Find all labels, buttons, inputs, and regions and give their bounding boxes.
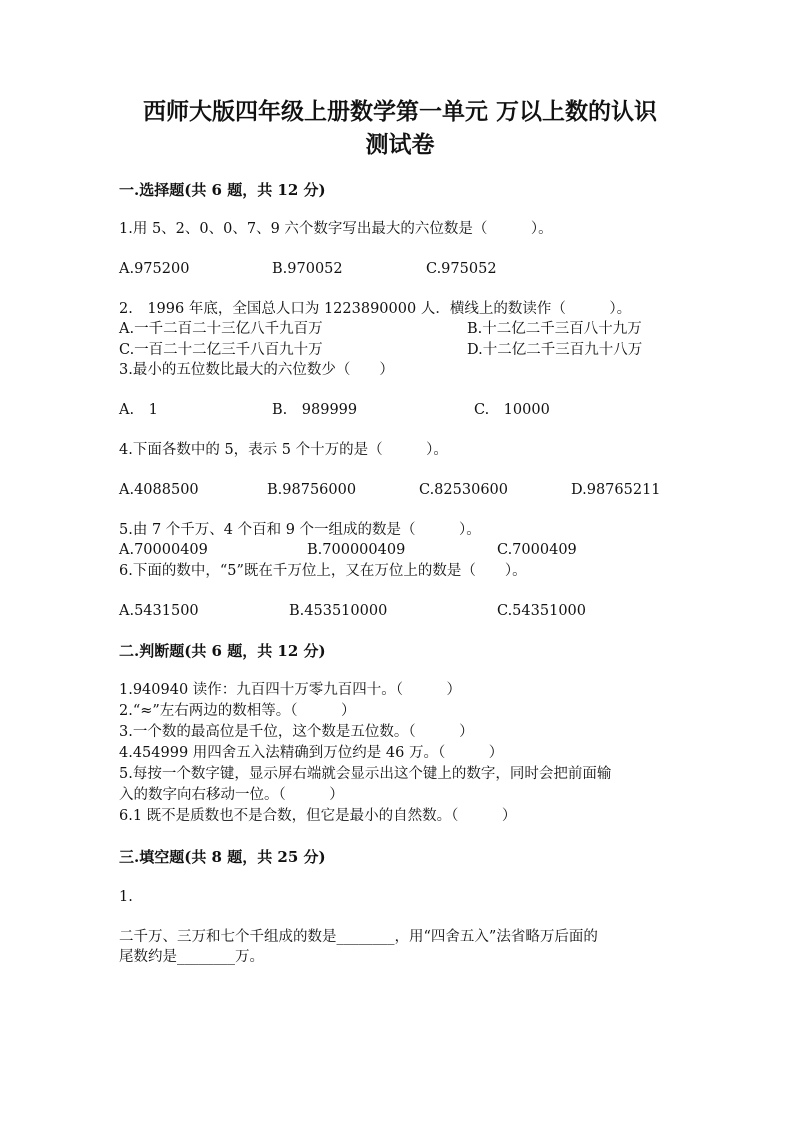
question-1-option-b: B.970052 <box>272 261 343 277</box>
question-2-option-b: B.十二亿二千三百八十九万 <box>467 321 642 337</box>
judge-item-1: 1.940940 读作：九百四十万零九百四十。（ ） <box>119 682 462 698</box>
section-heading-fill: 三.填空题(共 8 题，共 25 分) <box>119 848 326 866</box>
judge-item-5: 5.每按一个数字键，显示屏右端就会显示出这个键上的数字，同时会把前面输 <box>119 766 612 782</box>
question-2-stem: 2. 1996 年底，全国总人口为 1223890000 人．横线上的数读作（ ）。 <box>119 301 632 317</box>
judge-item-3: 3.一个数的最高位是千位，这个数是五位数。（ ） <box>119 724 474 740</box>
question-5-stem: 5.由 7 个千万、4 个百和 9 个一组成的数是（ ）。 <box>119 522 481 538</box>
fill-item-1-number: 1. <box>119 889 133 905</box>
judge-item-6: 6.1 既不是质数也不是合数，但它是最小的自然数。（ ） <box>119 808 517 824</box>
question-3-option-a: A. 1 <box>119 402 158 418</box>
question-6-option-b: B.453510000 <box>289 603 388 619</box>
question-4-stem: 4.下面各数中的 5，表示 5 个十万的是（ ）。 <box>119 442 448 458</box>
question-1-option-c: C.975052 <box>426 261 497 277</box>
question-3-stem: 3.最小的五位数比最大的六位数少（ ） <box>119 362 394 378</box>
question-5-option-c: C.7000409 <box>497 542 577 558</box>
judge-item-4: 4.454999 用四舍五入法精确到万位约是 46 万。（ ） <box>119 745 504 761</box>
section-heading-choice: 一.选择题(共 6 题，共 12 分) <box>119 181 326 199</box>
question-2-option-a: A.一千二百二十三亿八千九百万 <box>119 321 323 337</box>
question-3-option-b: B. 989999 <box>272 402 358 418</box>
question-6-option-a: A.5431500 <box>119 603 199 619</box>
question-2-option-d: D.十二亿二千三百九十八万 <box>467 342 643 358</box>
judge-item-5-continued: 入的数字向右移动一位。（ ） <box>119 787 344 803</box>
section-heading-judge: 二.判断题(共 6 题，共 12 分) <box>119 642 326 660</box>
fill-item-1-text: 二千万、三万和七个千组成的数是________，用“四舍五入”法省略万后面的 <box>119 929 598 945</box>
page-title: 西师大版四年级上册数学第一单元 万以上数的认识 <box>142 98 657 125</box>
judge-item-2: 2.“≈”左右两边的数相等。（ ） <box>119 703 356 719</box>
question-2-option-c: C.一百二十二亿三千八百九十万 <box>119 342 323 358</box>
question-3-option-c: C. 10000 <box>474 402 550 418</box>
question-4-option-a: A.4088500 <box>119 482 199 498</box>
page-title-continued: 测试卷 <box>365 131 435 158</box>
question-1-option-a: A.975200 <box>119 261 190 277</box>
question-4-option-c: C.82530600 <box>419 482 508 498</box>
question-6-stem: 6.下面的数中，“5”既在千万位上，又在万位上的数是（ ）。 <box>119 563 527 579</box>
question-4-option-b: B.98756000 <box>267 482 357 498</box>
question-6-option-c: C.54351000 <box>497 603 586 619</box>
question-5-option-a: A.70000409 <box>119 542 208 558</box>
question-1-stem: 1.用 5、2、0、0、7、9 六个数字写出最大的六位数是（ ）。 <box>119 221 553 237</box>
question-4-option-d: D.98765211 <box>571 482 661 498</box>
question-5-option-b: B.700000409 <box>307 542 406 558</box>
fill-item-1-text-continued: 尾数约是________万。 <box>119 949 264 965</box>
